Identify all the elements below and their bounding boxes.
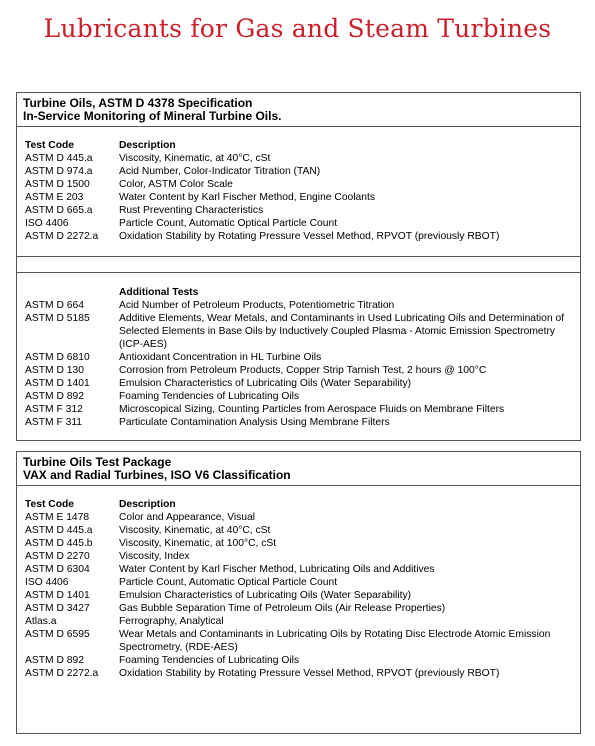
additional-tests-section — [17, 286, 580, 429]
additional-tests-rows — [17, 299, 580, 429]
test-description: Oxidation Stability by Rotating Pressure Vessel Method, RPVOT (previously RBOT) — [119, 668, 500, 679]
table-row — [17, 299, 580, 312]
table-row — [17, 615, 580, 628]
divider — [17, 256, 580, 257]
test-code: ASTM D 892 — [25, 391, 84, 402]
table-row — [17, 178, 580, 191]
test-description: Rust Preventing Characteristics — [119, 205, 264, 216]
table-heading-line1: Turbine Oils, ASTM D 4378 Specification — [23, 96, 253, 110]
table-row — [17, 204, 580, 217]
divider — [17, 485, 580, 486]
test-code: ASTM D 1401 — [25, 590, 90, 601]
column-header-row — [17, 139, 580, 152]
test-code: ASTM D 130 — [25, 365, 84, 376]
test-code: ASTM F 311 — [25, 417, 83, 428]
test-description: Viscosity, Index — [119, 551, 190, 562]
test-description: Emulsion Characteristics of Lubricating Oils (Water Separability) — [119, 590, 412, 601]
test-description: Viscosity, Kinematic, at 100°C, cSt — [119, 538, 277, 549]
test-description: Foaming Tendencies of Lubricating Oils — [119, 391, 300, 402]
column-header-description: Description — [119, 140, 176, 151]
test-code: ASTM D 974.a — [25, 166, 93, 177]
test-code: ASTM E 203 — [25, 192, 84, 203]
page-title: Lubricants for Gas and Steam Turbines — [43, 14, 552, 43]
table-row — [17, 576, 580, 589]
test-description: Additive Elements, Wear Metals, and Contaminants in Used Lubricating Oils and Determination of Selected Elements in Base Oils by Inductively Coupled Plasma - Atomic Emission Spectrometry (ICP-AES) — [119, 313, 565, 350]
table-row — [17, 217, 580, 230]
table-row — [17, 377, 580, 390]
table-row — [17, 563, 580, 576]
test-code: ASTM D 2272.a — [25, 668, 99, 679]
test-description: Color, ASTM Color Scale — [119, 179, 233, 190]
test-code: ASTM D 1500 — [25, 179, 90, 190]
test-description: Color and Appearance, Visual — [119, 512, 256, 523]
divider — [17, 272, 580, 273]
package-tests-rows — [17, 511, 580, 680]
spec-tests-rows — [17, 152, 580, 243]
test-description: Emulsion Characteristics of Lubricating Oils (Water Separability) — [119, 378, 412, 389]
test-code: ASTM D 6304 — [25, 564, 90, 575]
table-row — [17, 654, 580, 667]
table-row — [17, 589, 580, 602]
test-description: Particulate Contamination Analysis Using Membrane Filters — [119, 417, 390, 428]
test-code: ASTM D 1401 — [25, 378, 90, 389]
test-description: Oxidation Stability by Rotating Pressure Vessel Method, RPVOT (previously RBOT) — [119, 231, 500, 242]
test-description: Particle Count, Automatic Optical Particle Count — [119, 577, 338, 588]
table-row — [17, 550, 580, 563]
table-heading-line2: VAX and Radial Turbines, ISO V6 Classification — [23, 468, 291, 482]
test-description: Water Content by Karl Fischer Method, Engine Coolants — [119, 192, 376, 203]
test-code: ASTM F 312 — [25, 404, 83, 415]
test-description: Foaming Tendencies of Lubricating Oils — [119, 655, 300, 666]
table-row — [17, 537, 580, 550]
turbine-oils-package-table — [16, 451, 581, 734]
test-description: Viscosity, Kinematic, at 40°C, cSt — [119, 525, 271, 536]
spec-tests-section — [17, 139, 580, 243]
table-row — [17, 351, 580, 364]
test-code: ISO 4406 — [25, 218, 69, 229]
test-description: Acid Number of Petroleum Products, Potentiometric Titration — [119, 300, 395, 311]
table-row — [17, 152, 580, 165]
table-row — [17, 230, 580, 243]
table-row — [17, 165, 580, 178]
test-code: ASTM D 445.a — [25, 525, 93, 536]
table-row — [17, 511, 580, 524]
test-code: ASTM D 892 — [25, 655, 84, 666]
test-code: ASTM E 1478 — [25, 512, 90, 523]
column-header-code: Test Code — [25, 140, 75, 151]
table-row — [17, 390, 580, 403]
turbine-oils-spec-table — [16, 92, 581, 441]
table-row — [17, 403, 580, 416]
test-code: ASTM D 5185 — [25, 313, 90, 324]
test-code: ASTM D 6595 — [25, 629, 90, 640]
additional-tests-header: Additional Tests — [119, 287, 199, 298]
table-row — [17, 628, 580, 654]
column-header-code: Test Code — [25, 499, 75, 510]
test-description: Acid Number, Color-Indicator Titration (TAN) — [119, 166, 321, 177]
table-heading-line2: In-Service Monitoring of Mineral Turbine Oils. — [23, 109, 282, 123]
table-row — [17, 191, 580, 204]
test-description: Microscopical Sizing, Counting Particles from Aerospace Fluids on Membrane Filters — [119, 404, 505, 415]
package-tests-section — [17, 498, 580, 680]
table-row — [17, 416, 580, 429]
table-row — [17, 364, 580, 377]
test-description: Particle Count, Automatic Optical Particle Count — [119, 218, 338, 229]
test-code: ASTM D 3427 — [25, 603, 90, 614]
test-code: Atlas.a — [25, 616, 57, 627]
test-code: ASTM D 2272.a — [25, 231, 99, 242]
test-description: Antioxidant Concentration in HL Turbine Oils — [119, 352, 322, 363]
table-row — [17, 312, 580, 351]
table-row — [17, 524, 580, 537]
test-code: ASTM D 664 — [25, 300, 84, 311]
column-header-description: Description — [119, 499, 176, 510]
test-code: ASTM D 6810 — [25, 352, 90, 363]
table-heading-line1: Turbine Oils Test Package — [23, 455, 172, 469]
test-description: Ferrography, Analytical — [119, 616, 224, 627]
test-code: ASTM D 665.a — [25, 205, 93, 216]
column-header-row — [17, 498, 580, 511]
test-description: Wear Metals and Contaminants in Lubricating Oils by Rotating Disc Electrode Atomic Emission Spectrometry, (RDE-AES) — [119, 629, 551, 653]
divider — [17, 126, 580, 127]
test-code: ASTM D 445.b — [25, 538, 93, 549]
test-description: Corrosion from Petroleum Products, Copper Strip Tarnish Test, 2 hours @ 100°C — [119, 365, 487, 376]
test-code: ASTM D 2270 — [25, 551, 90, 562]
test-description: Gas Bubble Separation Time of Petroleum Oils (Air Release Properties) — [119, 603, 446, 614]
table-row — [17, 667, 580, 680]
test-code: ISO 4406 — [25, 577, 69, 588]
additional-tests-header-row — [17, 286, 580, 299]
test-code: ASTM D 445.a — [25, 153, 93, 164]
table-row — [17, 602, 580, 615]
test-description: Water Content by Karl Fischer Method, Lubricating Oils and Additives — [119, 564, 435, 575]
test-description: Viscosity, Kinematic, at 40°C, cSt — [119, 153, 271, 164]
